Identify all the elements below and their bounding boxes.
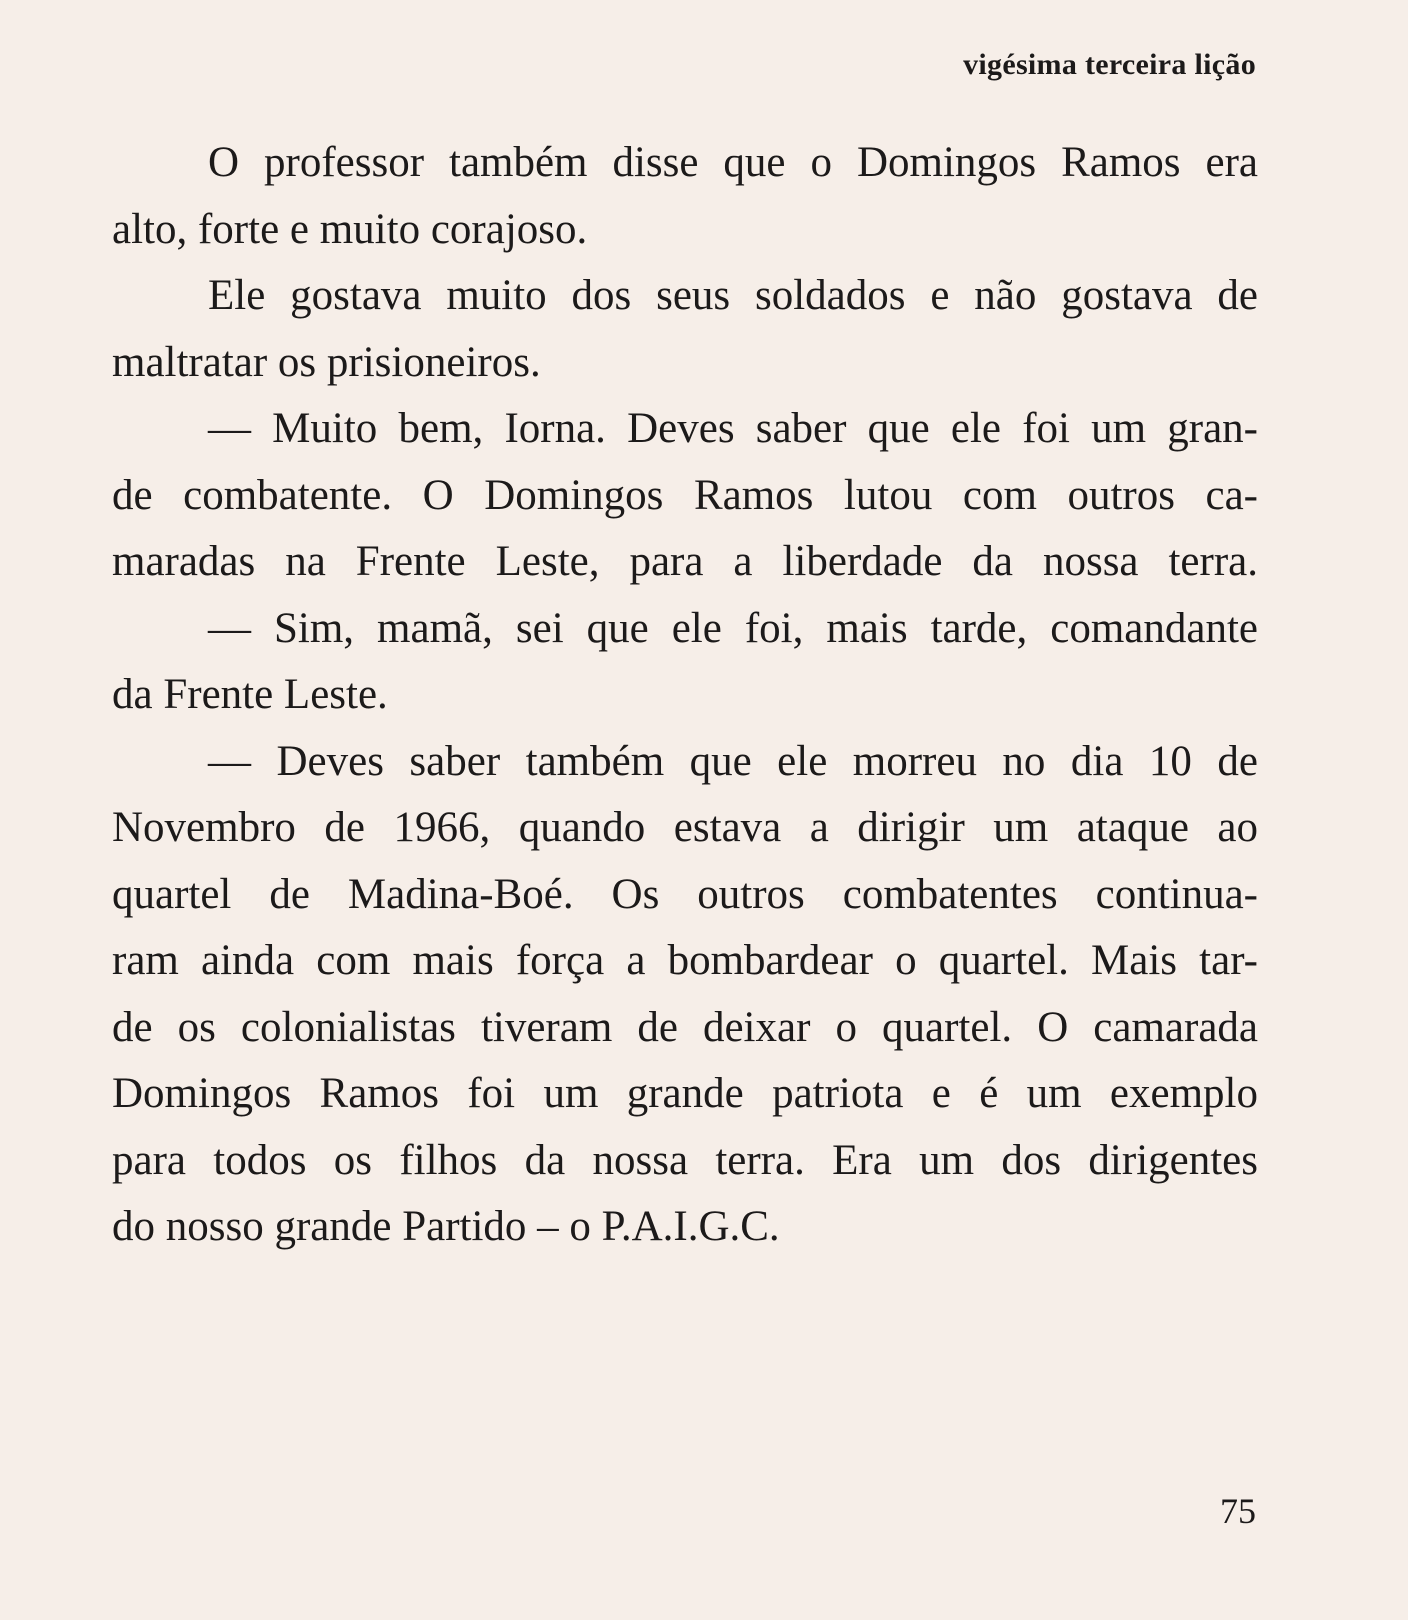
- text-line: para todos os filhos da nossa terra. Era um dos dirigentes: [112, 1136, 1258, 1184]
- running-header: vigésima terceira lição: [963, 48, 1256, 81]
- text-line: Ele gostava muito dos seus soldados e não gostava de: [208, 272, 1258, 319]
- page-body: [112, 130, 1258, 1261]
- text-line: Domingos Ramos foi um grande patriota e é um exemplo: [112, 1070, 1258, 1117]
- text-line: — Sim, mamã, sei que ele foi, mais tarde, comandante: [208, 604, 1258, 652]
- text-line: do nosso grande Partido – o P.A.I.G.C.: [112, 1203, 780, 1250]
- text-line: — Deves saber também que ele morreu no dia 10 de: [208, 737, 1258, 785]
- text-line: da Frente Leste.: [112, 671, 388, 718]
- text-line: quartel de Madina-Boé. Os outros combatentes continua-: [112, 870, 1258, 918]
- text-line: Novembro de 1966, quando estava a dirigir um ataque ao: [112, 804, 1258, 851]
- text-line: — Muito bem, Iorna. Deves saber que ele foi um gran-: [208, 405, 1258, 452]
- text-line: de os colonialistas tiveram de deixar o quartel. O camarada: [112, 1003, 1258, 1051]
- text-line: de combatente. O Domingos Ramos lutou com outros ca-: [112, 471, 1258, 519]
- text-line: ram ainda com mais força a bombardear o quartel. Mais tar-: [112, 937, 1258, 984]
- page-number: 75: [1220, 1491, 1256, 1531]
- text-line: maltratar os prisioneiros.: [112, 338, 541, 386]
- text-line: alto, forte e muito corajoso.: [112, 205, 588, 253]
- text-line: O professor também disse que o Domingos Ramos era: [208, 139, 1258, 186]
- text-line: maradas na Frente Leste, para a liberdade da nossa terra.: [112, 538, 1258, 585]
